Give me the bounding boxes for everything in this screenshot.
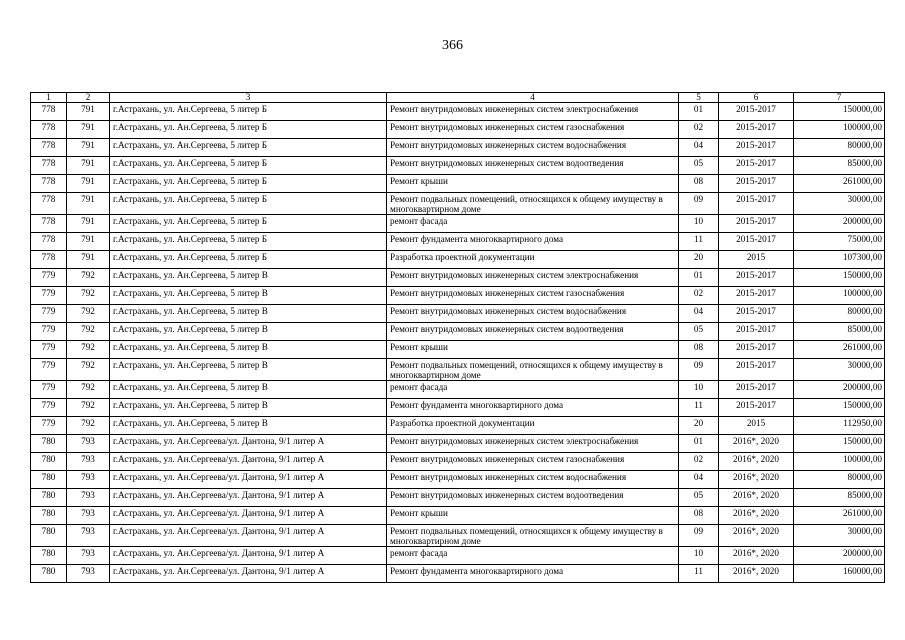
- house-number: 791: [67, 251, 110, 269]
- address-cell: г.Астрахань, ул. Ан.Сергеева, 5 литер В: [110, 381, 387, 399]
- house-number: 792: [67, 359, 110, 381]
- table-row: [31, 381, 885, 399]
- house-number: 792: [67, 417, 110, 435]
- period-cell: 2015-2017: [719, 381, 794, 399]
- house-number: 793: [67, 453, 110, 471]
- row-number: 778: [31, 121, 67, 139]
- table-row: [31, 103, 885, 121]
- cost-cell: 200000,00: [794, 381, 885, 399]
- period-cell: 2016*, 2020: [719, 507, 794, 525]
- table-row: [31, 215, 885, 233]
- house-number: 791: [67, 103, 110, 121]
- table-row: [31, 251, 885, 269]
- row-number: 778: [31, 175, 67, 193]
- cost-cell: 112950,00: [794, 417, 885, 435]
- address-cell: г.Астрахань, ул. Ан.Сергеева, 5 литер В: [110, 417, 387, 435]
- work-type-cell: Ремонт внутридомовых инженерных систем водоснабжения: [387, 471, 679, 489]
- table-row: [31, 193, 885, 215]
- work-code-cell: 11: [679, 233, 719, 251]
- address-cell: г.Астрахань, ул. Ан.Сергеева, 5 литер Б: [110, 233, 387, 251]
- work-type-cell: Разработка проектной документации: [387, 251, 679, 269]
- table-row: [31, 287, 885, 305]
- table-row: [31, 435, 885, 453]
- cost-cell: 30000,00: [794, 359, 885, 381]
- work-code-cell: 02: [679, 121, 719, 139]
- address-cell: г.Астрахань, ул. Ан.Сергеева/ул. Дантона, 9/1 литер А: [110, 453, 387, 471]
- row-number: 780: [31, 471, 67, 489]
- work-type-cell: Ремонт внутридомовых инженерных систем электроснабжения: [387, 269, 679, 287]
- period-cell: 2015-2017: [719, 233, 794, 251]
- table-row: [31, 471, 885, 489]
- house-number: 793: [67, 471, 110, 489]
- row-number: 780: [31, 507, 67, 525]
- column-number-row: [31, 93, 885, 103]
- work-code-cell: 04: [679, 305, 719, 323]
- address-cell: г.Астрахань, ул. Ан.Сергеева, 5 литер В: [110, 399, 387, 417]
- row-number: 779: [31, 269, 67, 287]
- address-cell: г.Астрахань, ул. Ан.Сергеева/ул. Дантона, 9/1 литер А: [110, 435, 387, 453]
- row-number: 779: [31, 287, 67, 305]
- row-number: 779: [31, 381, 67, 399]
- work-code-cell: 01: [679, 103, 719, 121]
- cost-cell: 80000,00: [794, 471, 885, 489]
- house-number: 791: [67, 139, 110, 157]
- work-type-cell: Ремонт внутридомовых инженерных систем электроснабжения: [387, 435, 679, 453]
- row-number: 779: [31, 399, 67, 417]
- work-code-cell: 05: [679, 323, 719, 341]
- cost-cell: 30000,00: [794, 525, 885, 547]
- work-code-cell: 08: [679, 507, 719, 525]
- cost-cell: 100000,00: [794, 453, 885, 471]
- row-number: 778: [31, 215, 67, 233]
- row-number: 779: [31, 323, 67, 341]
- house-number: 792: [67, 381, 110, 399]
- period-cell: 2015-2017: [719, 157, 794, 175]
- table-row: [31, 417, 885, 435]
- row-number: 778: [31, 157, 67, 175]
- work-type-cell: Ремонт внутридомовых инженерных систем водоотведения: [387, 489, 679, 507]
- period-cell: 2015: [719, 251, 794, 269]
- address-cell: г.Астрахань, ул. Ан.Сергеева, 5 литер В: [110, 287, 387, 305]
- column-number: 1: [31, 93, 67, 103]
- address-cell: г.Астрахань, ул. Ан.Сергеева, 5 литер В: [110, 269, 387, 287]
- table-row: [31, 359, 885, 381]
- row-number: 780: [31, 565, 67, 583]
- work-code-cell: 04: [679, 471, 719, 489]
- row-number: 780: [31, 453, 67, 471]
- column-number: 5: [679, 93, 719, 103]
- cost-cell: 150000,00: [794, 435, 885, 453]
- cost-cell: 100000,00: [794, 121, 885, 139]
- row-number: 778: [31, 193, 67, 215]
- period-cell: 2015-2017: [719, 175, 794, 193]
- work-code-cell: 02: [679, 287, 719, 305]
- column-number: 4: [387, 93, 679, 103]
- address-cell: г.Астрахань, ул. Ан.Сергеева, 5 литер Б: [110, 103, 387, 121]
- period-cell: 2016*, 2020: [719, 565, 794, 583]
- work-type-cell: Ремонт внутридомовых инженерных систем газоснабжения: [387, 287, 679, 305]
- address-cell: г.Астрахань, ул. Ан.Сергеева, 5 литер В: [110, 323, 387, 341]
- address-cell: г.Астрахань, ул. Ан.Сергеева, 5 литер Б: [110, 139, 387, 157]
- work-code-cell: 11: [679, 565, 719, 583]
- address-cell: г.Астрахань, ул. Ан.Сергеева, 5 литер Б: [110, 121, 387, 139]
- work-type-cell: Ремонт крыши: [387, 175, 679, 193]
- address-cell: г.Астрахань, ул. Ан.Сергеева/ул. Дантона, 9/1 литер А: [110, 507, 387, 525]
- row-number: 780: [31, 489, 67, 507]
- period-cell: 2015-2017: [719, 287, 794, 305]
- row-number: 779: [31, 359, 67, 381]
- cost-cell: 85000,00: [794, 489, 885, 507]
- period-cell: 2015-2017: [719, 359, 794, 381]
- table-row: [31, 139, 885, 157]
- row-number: 780: [31, 547, 67, 565]
- table-row: [31, 233, 885, 251]
- column-number: 6: [719, 93, 794, 103]
- work-type-cell: ремонт фасада: [387, 215, 679, 233]
- table-row: [31, 565, 885, 583]
- table-row: [31, 157, 885, 175]
- address-cell: г.Астрахань, ул. Ан.Сергеева/ул. Дантона, 9/1 литер А: [110, 547, 387, 565]
- column-number: 7: [794, 93, 885, 103]
- work-type-cell: Ремонт фундамента многоквартирного дома: [387, 565, 679, 583]
- period-cell: 2015: [719, 417, 794, 435]
- table-row: [31, 453, 885, 471]
- house-number: 793: [67, 489, 110, 507]
- repair-plan-table: [30, 92, 885, 583]
- address-cell: г.Астрахань, ул. Ан.Сергеева, 5 литер Б: [110, 193, 387, 215]
- work-code-cell: 10: [679, 381, 719, 399]
- table-row: [31, 489, 885, 507]
- work-code-cell: 09: [679, 359, 719, 381]
- period-cell: 2015-2017: [719, 323, 794, 341]
- house-number: 793: [67, 525, 110, 547]
- address-cell: г.Астрахань, ул. Ан.Сергеева, 5 литер Б: [110, 215, 387, 233]
- period-cell: 2016*, 2020: [719, 489, 794, 507]
- table-row: [31, 399, 885, 417]
- row-number: 779: [31, 341, 67, 359]
- table-row: [31, 175, 885, 193]
- period-cell: 2015-2017: [719, 341, 794, 359]
- table-row: [31, 269, 885, 287]
- house-number: 793: [67, 565, 110, 583]
- table-body: [31, 103, 885, 583]
- cost-cell: 85000,00: [794, 157, 885, 175]
- address-cell: г.Астрахань, ул. Ан.Сергеева/ул. Дантона, 9/1 литер А: [110, 471, 387, 489]
- period-cell: 2016*, 2020: [719, 453, 794, 471]
- cost-cell: 200000,00: [794, 215, 885, 233]
- house-number: 791: [67, 157, 110, 175]
- work-type-cell: Ремонт внутридомовых инженерных систем водоотведения: [387, 323, 679, 341]
- period-cell: 2016*, 2020: [719, 435, 794, 453]
- house-number: 792: [67, 269, 110, 287]
- period-cell: 2016*, 2020: [719, 471, 794, 489]
- house-number: 791: [67, 193, 110, 215]
- work-code-cell: 10: [679, 215, 719, 233]
- address-cell: г.Астрахань, ул. Ан.Сергеева, 5 литер Б: [110, 251, 387, 269]
- table-row: [31, 547, 885, 565]
- period-cell: 2015-2017: [719, 193, 794, 215]
- table-row: [31, 525, 885, 547]
- address-cell: г.Астрахань, ул. Ан.Сергеева, 5 литер В: [110, 305, 387, 323]
- address-cell: г.Астрахань, ул. Ан.Сергеева, 5 литер В: [110, 359, 387, 381]
- house-number: 792: [67, 305, 110, 323]
- row-number: 779: [31, 305, 67, 323]
- work-code-cell: 09: [679, 193, 719, 215]
- cost-cell: 150000,00: [794, 103, 885, 121]
- house-number: 793: [67, 547, 110, 565]
- house-number: 792: [67, 399, 110, 417]
- work-type-cell: Ремонт внутридомовых инженерных систем электроснабжения: [387, 103, 679, 121]
- work-type-cell: ремонт фасада: [387, 547, 679, 565]
- work-code-cell: 08: [679, 175, 719, 193]
- work-code-cell: 20: [679, 251, 719, 269]
- page-number: 366: [442, 38, 463, 53]
- row-number: 779: [31, 417, 67, 435]
- period-cell: 2015-2017: [719, 139, 794, 157]
- cost-cell: 85000,00: [794, 323, 885, 341]
- cost-cell: 80000,00: [794, 305, 885, 323]
- period-cell: 2015-2017: [719, 215, 794, 233]
- cost-cell: 150000,00: [794, 399, 885, 417]
- row-number: 780: [31, 525, 67, 547]
- work-code-cell: 01: [679, 435, 719, 453]
- house-number: 791: [67, 175, 110, 193]
- work-type-cell: Ремонт внутридомовых инженерных систем газоснабжения: [387, 121, 679, 139]
- row-number: 778: [31, 233, 67, 251]
- work-code-cell: 05: [679, 157, 719, 175]
- work-type-cell: Ремонт внутридомовых инженерных систем водоснабжения: [387, 139, 679, 157]
- period-cell: 2015-2017: [719, 103, 794, 121]
- table-row: [31, 305, 885, 323]
- work-type-cell: Ремонт внутридомовых инженерных систем водоснабжения: [387, 305, 679, 323]
- row-number: 778: [31, 103, 67, 121]
- address-cell: г.Астрахань, ул. Ан.Сергеева/ул. Дантона, 9/1 литер А: [110, 525, 387, 547]
- work-type-cell: Ремонт подвальных помещений, относящихся к общему имуществу в многоквартирном доме: [387, 193, 679, 215]
- address-cell: г.Астрахань, ул. Ан.Сергеева/ул. Дантона, 9/1 литер А: [110, 489, 387, 507]
- work-code-cell: 10: [679, 547, 719, 565]
- house-number: 791: [67, 121, 110, 139]
- house-number: 792: [67, 287, 110, 305]
- address-cell: г.Астрахань, ул. Ан.Сергеева/ул. Дантона, 9/1 литер А: [110, 565, 387, 583]
- work-code-cell: 11: [679, 399, 719, 417]
- period-cell: 2015-2017: [719, 305, 794, 323]
- work-type-cell: Ремонт крыши: [387, 507, 679, 525]
- address-cell: г.Астрахань, ул. Ан.Сергеева, 5 литер Б: [110, 175, 387, 193]
- row-number: 778: [31, 251, 67, 269]
- cost-cell: 261000,00: [794, 175, 885, 193]
- column-number: 3: [110, 93, 387, 103]
- house-number: 792: [67, 341, 110, 359]
- period-cell: 2015-2017: [719, 399, 794, 417]
- period-cell: 2015-2017: [719, 121, 794, 139]
- work-type-cell: Ремонт внутридомовых инженерных систем водоотведения: [387, 157, 679, 175]
- work-type-cell: Разработка проектной документации: [387, 417, 679, 435]
- house-number: 793: [67, 507, 110, 525]
- work-code-cell: 01: [679, 269, 719, 287]
- work-code-cell: 08: [679, 341, 719, 359]
- work-code-cell: 20: [679, 417, 719, 435]
- cost-cell: 150000,00: [794, 269, 885, 287]
- row-number: 780: [31, 435, 67, 453]
- address-cell: г.Астрахань, ул. Ан.Сергеева, 5 литер В: [110, 341, 387, 359]
- work-type-cell: Ремонт фундамента многоквартирного дома: [387, 233, 679, 251]
- cost-cell: 261000,00: [794, 507, 885, 525]
- house-number: 791: [67, 215, 110, 233]
- period-cell: 2016*, 2020: [719, 525, 794, 547]
- work-code-cell: 04: [679, 139, 719, 157]
- work-type-cell: Ремонт подвальных помещений, относящихся к общему имуществу в многоквартирном доме: [387, 525, 679, 547]
- work-type-cell: Ремонт внутридомовых инженерных систем газоснабжения: [387, 453, 679, 471]
- cost-cell: 160000,00: [794, 565, 885, 583]
- work-code-cell: 02: [679, 453, 719, 471]
- work-type-cell: Ремонт подвальных помещений, относящихся к общему имуществу в многоквартирном доме: [387, 359, 679, 381]
- work-code-cell: 05: [679, 489, 719, 507]
- house-number: 791: [67, 233, 110, 251]
- table-row: [31, 507, 885, 525]
- period-cell: 2015-2017: [719, 269, 794, 287]
- table-row: [31, 121, 885, 139]
- work-type-cell: Ремонт крыши: [387, 341, 679, 359]
- table-row: [31, 323, 885, 341]
- cost-cell: 30000,00: [794, 193, 885, 215]
- cost-cell: 100000,00: [794, 287, 885, 305]
- column-number: 2: [67, 93, 110, 103]
- row-number: 778: [31, 139, 67, 157]
- house-number: 792: [67, 323, 110, 341]
- period-cell: 2016*, 2020: [719, 547, 794, 565]
- cost-cell: 107300,00: [794, 251, 885, 269]
- work-type-cell: Ремонт фундамента многоквартирного дома: [387, 399, 679, 417]
- address-cell: г.Астрахань, ул. Ан.Сергеева, 5 литер Б: [110, 157, 387, 175]
- cost-cell: 261000,00: [794, 341, 885, 359]
- cost-cell: 200000,00: [794, 547, 885, 565]
- work-type-cell: ремонт фасада: [387, 381, 679, 399]
- house-number: 793: [67, 435, 110, 453]
- cost-cell: 80000,00: [794, 139, 885, 157]
- cost-cell: 75000,00: [794, 233, 885, 251]
- work-code-cell: 09: [679, 525, 719, 547]
- table-row: [31, 341, 885, 359]
